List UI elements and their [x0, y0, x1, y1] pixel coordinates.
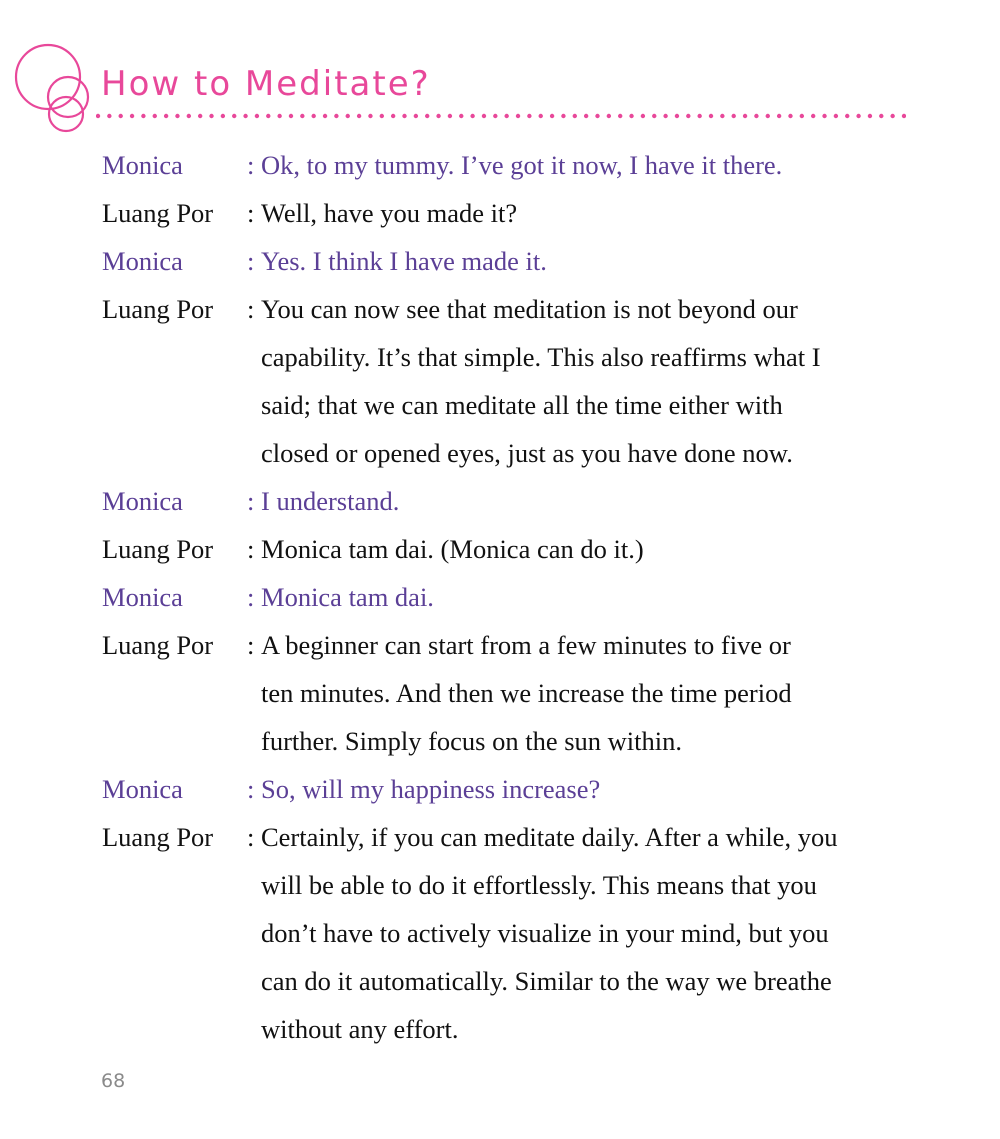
speech-text: [261, 477, 922, 525]
divider-dot: [380, 114, 384, 118]
dotted-divider: [96, 110, 906, 122]
speaker-name: Luang Por: [102, 822, 214, 852]
divider-dot: [868, 114, 872, 118]
speech-line: can do it automatically. Similar to the way we breathe: [261, 966, 832, 996]
divider-dot: [607, 114, 611, 118]
divider-dot: [346, 114, 350, 118]
speech-line: Monica tam dai.: [261, 582, 434, 612]
dialogue-turn: [102, 189, 922, 237]
speaker-name: Luang Por: [102, 630, 214, 660]
divider-dot: [266, 114, 270, 118]
speech-line: You can now see that meditation is not beyond our: [261, 294, 798, 324]
divider-dot: [550, 114, 554, 118]
circles-logo: [12, 40, 102, 135]
divider-dot: [289, 114, 293, 118]
speaker-colon: :: [247, 294, 255, 324]
divider-dot: [357, 114, 361, 118]
speech-line: Ok, to my tummy. I’ve got it now, I have it there.: [261, 150, 783, 180]
speech-line: A beginner can start from a few minutes to five or: [261, 630, 791, 660]
divider-dot: [539, 114, 543, 118]
divider-dot: [368, 114, 372, 118]
divider-dot: [800, 114, 804, 118]
title-question-mark: ?: [410, 64, 431, 104]
divider-dot: [618, 114, 622, 118]
divider-dot: [879, 114, 883, 118]
divider-dot: [652, 114, 656, 118]
speaker-colon: :: [247, 774, 255, 804]
divider-dot: [754, 114, 758, 118]
divider-dot: [232, 114, 236, 118]
divider-dot: [221, 114, 225, 118]
speaker-colon: :: [247, 534, 255, 564]
divider-dot: [277, 114, 281, 118]
divider-dot: [255, 114, 259, 118]
dialogue-turn: [102, 477, 922, 525]
divider-dot: [141, 114, 145, 118]
speech-text: [261, 141, 922, 189]
divider-dot: [709, 114, 713, 118]
divider-dot: [311, 114, 315, 118]
speaker-name: Monica: [102, 246, 183, 276]
divider-dot: [663, 114, 667, 118]
divider-dot: [584, 114, 588, 118]
divider-dot: [720, 114, 724, 118]
speaker-name: Monica: [102, 582, 183, 612]
divider-dot: [811, 114, 815, 118]
speech-line: capability. It’s that simple. This also reaffirms what I: [261, 342, 821, 372]
divider-dot: [175, 114, 179, 118]
divider-dot: [856, 114, 860, 118]
divider-dot: [243, 114, 247, 118]
divider-dot: [402, 114, 406, 118]
speaker-name: Luang Por: [102, 198, 214, 228]
dialogue-turn: [102, 141, 922, 189]
divider-dot: [448, 114, 452, 118]
speaker-name: Luang Por: [102, 294, 214, 324]
divider-dot: [675, 114, 679, 118]
speech-line: further. Simply focus on the sun within.: [261, 726, 683, 756]
divider-dot: [482, 114, 486, 118]
divider-dot: [334, 114, 338, 118]
speech-line: ten minutes. And then we increase the time period: [261, 678, 792, 708]
dialogue-turn: [102, 765, 922, 813]
divider-dot: [470, 114, 474, 118]
speaker-colon: :: [247, 150, 255, 180]
divider-dot: [641, 114, 645, 118]
dialogue-turn: [102, 525, 922, 573]
divider-dot: [391, 114, 395, 118]
divider-dot: [504, 114, 508, 118]
speech-line: closed or opened eyes, just as you have done now.: [261, 438, 793, 468]
divider-dot: [573, 114, 577, 118]
speech-line: will be able to do it effortlessly. This means that you: [261, 870, 817, 900]
divider-dot: [697, 114, 701, 118]
speaker-colon: :: [247, 630, 255, 660]
divider-dot: [595, 114, 599, 118]
page-title: [101, 64, 431, 104]
speech-text: [261, 237, 922, 285]
divider-dot: [890, 114, 894, 118]
speech-text: [261, 189, 922, 237]
page-number: 68: [101, 1070, 126, 1092]
speech-text: [261, 813, 922, 1053]
speech-line: said; that we can meditate all the time either with: [261, 390, 783, 420]
divider-dot: [686, 114, 690, 118]
speech-line: Monica tam dai. (Monica can do it.): [261, 534, 644, 564]
divider-dot: [209, 114, 213, 118]
dialogue: [102, 141, 922, 1053]
divider-dot: [107, 114, 111, 118]
dialogue-turn: [102, 237, 922, 285]
title-text: How to Meditate: [101, 64, 411, 104]
divider-dot: [323, 114, 327, 118]
speech-line: don’t have to actively visualize in your mind, but you: [261, 918, 829, 948]
divider-dot: [561, 114, 565, 118]
dialogue-turn: [102, 813, 922, 1053]
divider-dot: [96, 114, 100, 118]
divider-dot: [300, 114, 304, 118]
speech-text: [261, 525, 922, 573]
divider-dot: [516, 114, 520, 118]
speaker-colon: :: [247, 198, 255, 228]
divider-dot: [414, 114, 418, 118]
speech-text: [261, 621, 922, 765]
speaker-colon: :: [247, 822, 255, 852]
speech-line: I understand.: [261, 486, 400, 516]
divider-dot: [629, 114, 633, 118]
divider-dot: [425, 114, 429, 118]
speaker-name: Luang Por: [102, 534, 214, 564]
speech-line: Certainly, if you can meditate daily. After a while, you: [261, 822, 838, 852]
divider-dot: [153, 114, 157, 118]
speech-text: [261, 765, 922, 813]
divider-dot: [459, 114, 463, 118]
speaker-name: Monica: [102, 486, 183, 516]
divider-dot: [130, 114, 134, 118]
divider-dot: [777, 114, 781, 118]
dialogue-turn: [102, 573, 922, 621]
divider-dot: [198, 114, 202, 118]
divider-dot: [493, 114, 497, 118]
speaker-colon: :: [247, 246, 255, 276]
dialogue-turn: [102, 285, 922, 477]
divider-dot: [119, 114, 123, 118]
speech-line: Yes. I think I have made it.: [261, 246, 547, 276]
speaker-colon: :: [247, 582, 255, 612]
speaker-colon: :: [247, 486, 255, 516]
divider-dot: [822, 114, 826, 118]
speaker-name: Monica: [102, 774, 183, 804]
divider-dot: [436, 114, 440, 118]
divider-dot: [743, 114, 747, 118]
speaker-name: Monica: [102, 150, 183, 180]
divider-dot: [164, 114, 168, 118]
divider-dot: [527, 114, 531, 118]
speech-line: Well, have you made it?: [261, 198, 518, 228]
divider-dot: [788, 114, 792, 118]
divider-dot: [834, 114, 838, 118]
speech-line: without any effort.: [261, 1014, 459, 1044]
dialogue-turn: [102, 621, 922, 765]
divider-dot: [902, 114, 906, 118]
speech-text: [261, 285, 922, 477]
divider-dot: [187, 114, 191, 118]
divider-dot: [766, 114, 770, 118]
speech-line: So, will my happiness increase?: [261, 774, 601, 804]
divider-dot: [845, 114, 849, 118]
speech-text: [261, 573, 922, 621]
divider-dot: [732, 114, 736, 118]
